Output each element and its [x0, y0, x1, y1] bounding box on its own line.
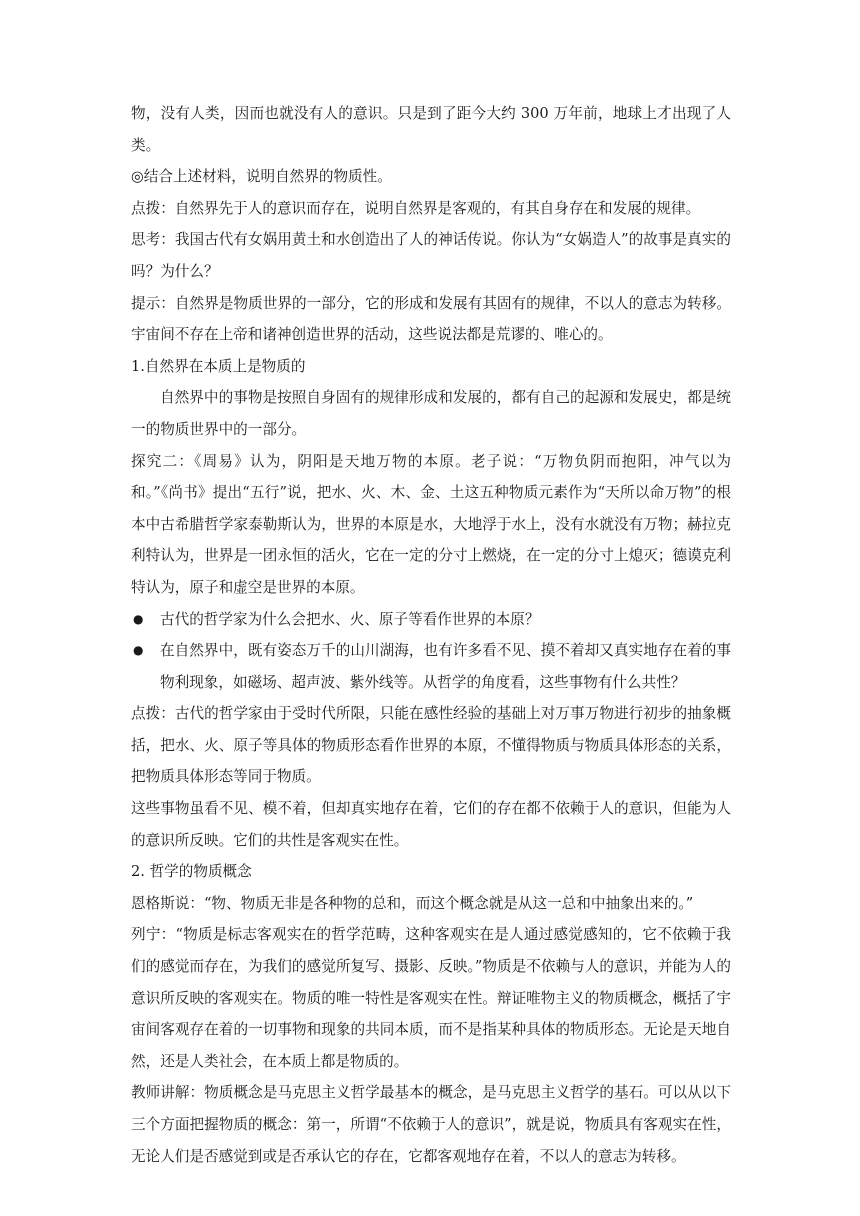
paragraph: 恩格斯说：“物、物质无非是各种物的总和，而这个概念就是从这一总和中抽象出来的。”: [131, 894, 694, 912]
paragraph: 点拨：古代的哲学家由于受时代所限，只能在感性经验的基础上对万事万物进行初步的抽象概括，把水、火、原子等具体的物质形态看作世界的本原，不懂得物质与物质具体形态的关系，把物质具体形态等同于物质。: [131, 705, 731, 786]
section-heading: 1.自然界在本质上是物质的: [131, 357, 306, 375]
paragraph: 物，没有人类，因而也就没有人的意识。只是到了距今大约 300 万年前，地球上才出现了人类。: [131, 105, 731, 154]
bullet-dot-icon: ●: [133, 643, 144, 658]
paragraph: 探究二：《周易》认为，阴阳是天地万物的本原。老子说：“万物负阴而抱阳，冲气以为和。”《尚书》提出“五行”说，把水、火、木、金、土这五种物质元素作为“天所以命万物”的根本中古希腊哲学家泰勒斯认为，世界的本原是水，大地浮于水上，没有水就没有万物；赫拉克利特认为，世界是一团永恒的活火，它在一定的分寸上燃烧，在一定的分寸上熄灭；德谟克利特认为，原子和虚空是世界的本原。: [131, 452, 731, 596]
paragraph: 提示：自然界是物质世界的一部分，它的形成和发展有其固有的规律，不以人的意志为转移。宇宙间不存在上帝和诸神创造世界的活动，这些说法都是荒谬的、唯心的。: [131, 294, 731, 344]
paragraph: 这些事物虽看不见、模不着，但却真实地存在着，它们的存在都不依赖于人的意识，但能为人的意识所反映。它们的共性是客观实在性。: [131, 800, 731, 849]
bullet-item: [131, 635, 731, 698]
bullet-text: 在自然界中，既有姿态万千的山川湖海，也有许多看不见、摸不着却又真实地存在着的事物利现象，如磁场、超声波、紫外线等。从哲学的角度看，这些事物有什么共性？: [160, 642, 731, 691]
section-heading: 2. 哲学的物质概念: [131, 863, 252, 881]
document-body: [131, 98, 731, 1172]
bullet-dot-icon: ●: [133, 611, 144, 626]
paragraph: 自然界中的事物是按照自身固有的规律形成和发展的，都有自己的起源和发展史，都是统一的物质世界中的一部分。: [131, 389, 731, 438]
bullet-text: 古代的哲学家为什么会把水、火、原子等看作世界的本原？: [160, 610, 540, 628]
paragraph: ◎结合上述材料，说明自然界的物质性。: [131, 168, 392, 186]
paragraph: 教师讲解：物质概念是马克思主义哲学最基本的概念，是马克思主义哲学的基石。可以从以下三个方面把握物质的概念：第一，所谓“不依赖于人的意识”，就是说，物质具有客观实在性，无论人们是否感觉到或是否承认它的存在，它都客观地存在着，不以人的意志为转移。: [131, 1084, 731, 1165]
bullet-item: [131, 604, 731, 636]
paragraph: 思考：我国古代有女娲用黄土和水创造出了人的神话传说。你认为“女娲造人”的故事是真实的吗？为什么？: [131, 231, 731, 280]
paragraph: 点拨：自然界先于人的意识而存在，说明自然界是客观的，有其自身存在和发展的规律。: [131, 199, 701, 217]
paragraph: 列宁：“物质是标志客观实在的哲学范畴，这种客观实在是人通过感觉感知的，它不依赖于我们的感觉而存在，为我们的感觉所复写、摄影、反映。”物质是不依赖与人的意识，并能为人的意识所反映的客观实在。物质的唯一特性是客观实在性。辩证唯物主义的物质概念，概括了宇宙间客观存在着的一切事物和现象的共同本质，而不是指某种具体的物质形态。无论是天地自然，还是人类社会，在本质上都是物质的。: [131, 926, 731, 1070]
